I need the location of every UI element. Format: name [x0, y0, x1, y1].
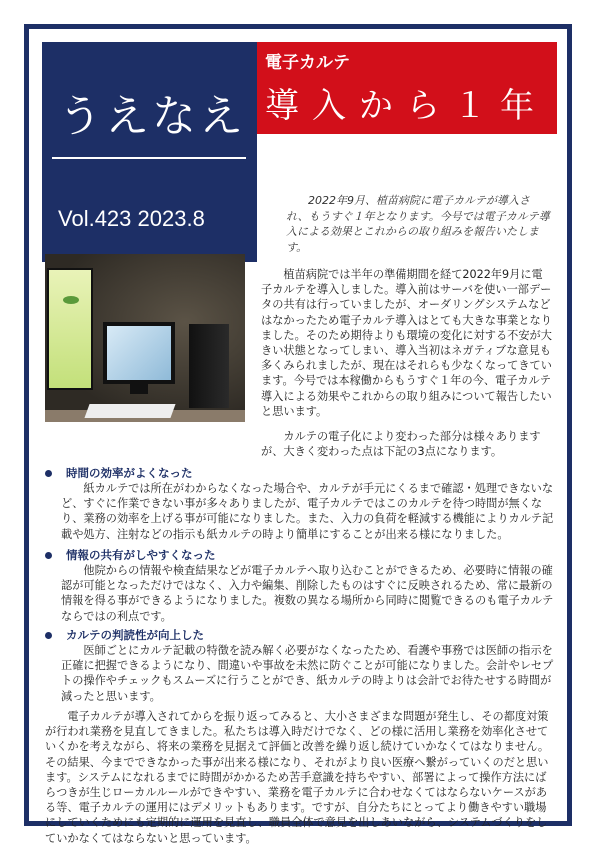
keyboard-shape: [84, 404, 175, 418]
pc-tower-shape: [189, 324, 229, 408]
section-text-readability: 医師ごとにカルテ記載の特徴を読み解く必要がなくなったため、看護や事務では医師の指示を正確に把握できるようになり、間違いや事故を未然に防ぐことが可能になりました。会計やレセプトの操作やチェックもスムーズに行うことができ、紙カルテの時よりは会計でお待たせする時間が減ったと思います。: [61, 644, 554, 703]
magazine-title: うえなえ: [58, 91, 246, 142]
masthead-panel: [42, 42, 257, 262]
section-heading-readability: カルテの判読性が向上した: [45, 627, 204, 643]
newsletter-frame: [24, 24, 572, 845]
section-heading-efficiency: 時間の効率がよくなった: [45, 465, 193, 481]
section-text-efficiency: 紙カルテでは所在がわからなくなった場合や、カルテが手元にくるまで確認・処理できないなど、すぐに作業できない事が多々ありましたが、電子カルテではこのカルテを待つ時間が無くなり、業務の効率を上げる事が可能になりました。また、入力の負荷を軽減する機能によりカルテ記載や処方、注射などの指示も紙カルテの時より簡単にすることが出来る様になりました。: [61, 482, 554, 541]
computer-terminal-photo: [45, 254, 245, 422]
lead-paragraph: 2022年9月、植苗病院に電子カルテが導入され、もうすぐ１年となります。今号では電子カルテ導入による効果とこれからの取り組みを報告いたします。: [286, 194, 550, 254]
article-headline: 導入から１年: [265, 86, 547, 126]
side-monitor-shape: [47, 268, 93, 390]
monitor-shape: [103, 322, 175, 384]
bullet-icon: [45, 470, 52, 477]
section-text-sharing: 他院からの情報や検査結果などが電子カルテへ取り込むことができるため、必要時に情報の確認が可能となっただけではなく、入力や編集、削除したものはすぐに反映されるため、常に最新の情報を得る事ができるようになりました。複数の異なる場所から同時に閲覧できるのも電子カルテならではの利点です。: [61, 564, 554, 623]
headline-panel: [257, 42, 557, 134]
bullet-icon: [45, 632, 52, 639]
intro-paragraph-1: 植苗病院では半年の準備期間を経て2022年9月に電子カルテを導入しました。導入前はサーバを使い一部データの共有は行っていましたが、オーダリングシステムなどはなかったため電子カルテ導入はとても大きな事業となりました。そのため期待よりも環境の変化に対する不安が大きい状態となってしまい、導入当初はネガティブな意見も多くみられましたが、現在はそれらも少なくなってきています。今号では本稼働からもうすぐ１年の今、電子カルテ導入による効果やこれからの取り組みについて報告したいと思います。: [261, 268, 552, 418]
section-heading-sharing: 情報の共有がしやすくなった: [45, 547, 216, 563]
article-subtitle: 電子カルテ: [265, 53, 350, 73]
bullet-icon: [45, 552, 52, 559]
intro-paragraph-2: カルテの電子化により変わった部分は様々ありますが、大きく変わった点は下記の3点になります。: [261, 430, 541, 459]
volume-issue: Vol.423 2023.8: [58, 206, 205, 231]
closing-paragraph: 電子カルテが導入されてからを振り返ってみると、大小さまざまな問題が発生し、その都度対策が行われ業務を見直してきました。私たちは導入時だけでなく、どの様に活用し業務を効率化させていくかを考えながら、将来の業務を見据えて評価と改善を繰り返し続けていかなくてはなりません。その結果、今までできなかった事が出来る様になり、それがより良い医療へ繋がっていくのだと思います。システムになれるまでに時間がかかるため苦手意識を持ちやすい、部署によって操作方法にばらつきが生じローカルルールができやすい、業務を電子カルテに合わせなくてはならないケースがある等、電子カルテの運用にはデメリットもあります。ですが、自分たちにとってより働きやすい職場にしていくためにも定期的に運用を見直し、職員全体で意見を出しあいながら、システムづくりをしていかなくてはならないと思っています。: [45, 710, 550, 845]
title-divider: [52, 157, 246, 159]
